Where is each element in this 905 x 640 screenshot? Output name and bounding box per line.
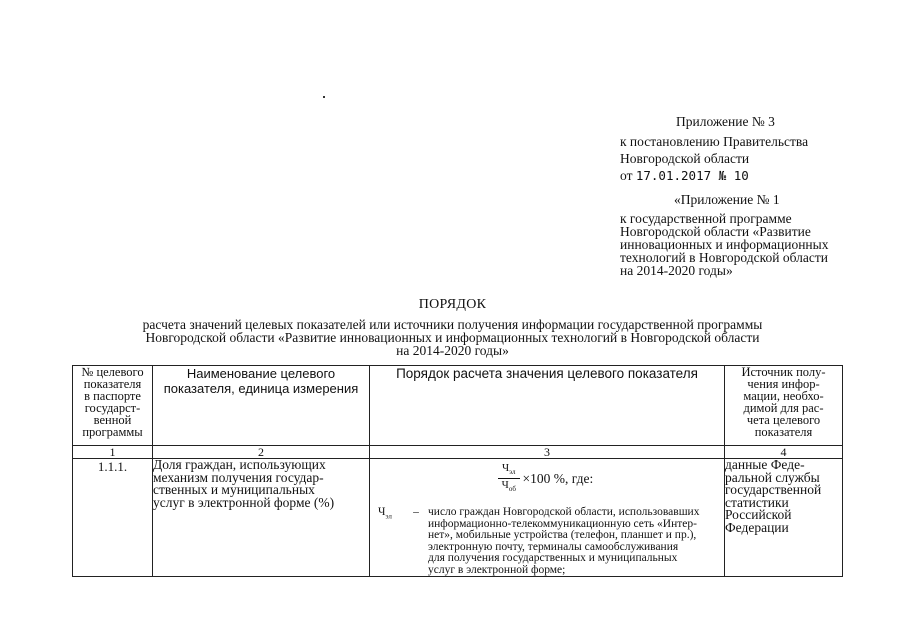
definition-text [428, 507, 708, 576]
header-line: программы [82, 425, 143, 439]
program-line: Новгородской области «Развитие [620, 224, 811, 239]
definition-line: информационно-телекоммуникационную сеть «Интер- [428, 517, 697, 530]
source-line: Федерации [725, 519, 789, 535]
formula [498, 462, 724, 495]
appendix-label: Приложение № 3 [676, 114, 775, 129]
variable-symbol: $Ч_{эл}$ [378, 506, 392, 521]
header-line: мации, необхо- [743, 389, 824, 403]
decree-date-line [620, 167, 808, 184]
indicators-table [72, 365, 843, 577]
document-subtitle [60, 318, 845, 357]
decree-date: 17.01.2017 № 10 [635, 168, 749, 183]
header-line: чения инфор- [747, 377, 820, 391]
source-line: данные Феде- [725, 457, 805, 472]
variable-definition [370, 507, 724, 576]
subtitle-line: Новгородской области «Развитие инновационных и информационных технологий в Новгородской области [145, 330, 760, 345]
header-indicator-number [73, 366, 153, 446]
source-line: Российской [725, 507, 792, 522]
definition-line: нет», мобильные устройства (телефон, планшет и пр.), [428, 529, 697, 542]
table-row [73, 459, 843, 577]
header-line: показателя [754, 425, 813, 439]
header-calculation-method: Порядок расчета значения целевого показателя [370, 366, 725, 446]
column-number: 1 [73, 446, 153, 459]
source-line: государственной [725, 482, 822, 497]
program-reference [620, 212, 828, 277]
column-number: 4 [725, 446, 843, 459]
decree-line: к постановлению Правительства [620, 134, 809, 149]
column-number: 2 [153, 446, 370, 459]
definition-line: услуг в электронной форме; [428, 563, 566, 576]
formula-fraction [498, 462, 520, 495]
scan-speck [323, 96, 325, 98]
decree-line: Новгородской области [620, 151, 750, 166]
header-line: государст- [84, 401, 141, 415]
header-line: показателя [83, 377, 142, 391]
definition-dash: – [413, 506, 419, 519]
definition-line: число граждан Новгородской области, использовавших [428, 506, 700, 519]
program-line: к государственной программе [620, 211, 792, 226]
name-line: услуг в электронной форме (%) [153, 494, 335, 510]
header-line: Наименование целевого [186, 366, 336, 381]
program-line: технологий в Новгородской области [620, 250, 829, 265]
name-line: механизм получения государ- [153, 469, 324, 485]
appendix1-label: «Приложение № 1 [674, 192, 780, 207]
header-line: чета целевого [746, 413, 821, 427]
indicator-code: 1.1.1. [73, 459, 153, 577]
subtitle-line: расчета значений целевых показателей или источники получения информации государственной программы [142, 317, 763, 332]
table-header-row [73, 366, 843, 446]
header-line: димой для рас- [743, 401, 824, 415]
subtitle-line: на 2014-2020 годы» [396, 343, 509, 358]
calculation-method [370, 459, 725, 577]
column-number: 3 [370, 446, 725, 459]
header-line: Источник полу- [741, 365, 826, 379]
header-info-source [725, 366, 843, 446]
document-title: ПОРЯДОК [418, 297, 487, 312]
program-line: инновационных и информационных [620, 237, 829, 252]
header-line: венной [93, 413, 132, 427]
program-line: на 2014-2020 годы» [620, 263, 733, 278]
source-line: статистики [725, 494, 789, 510]
header-indicator-name [153, 366, 370, 446]
source-line: ральной службы [725, 469, 820, 485]
definition-line: электронную почту, терминалы самообслуживания [428, 540, 679, 553]
header-line: показателя, единица измерения [163, 381, 359, 396]
header-line: № целевого [81, 365, 144, 379]
fraction-denominator: $Ч_{об}$ [501, 479, 516, 494]
decree-date-prefix: от [620, 168, 633, 183]
information-source [725, 459, 843, 577]
header-line: в паспорте [84, 389, 141, 403]
indicator-name [153, 459, 370, 577]
fraction-numerator: $Ч_{эл}$ [498, 462, 520, 479]
definition-line: для получения государственных и муниципальных [428, 552, 678, 565]
name-line: ственных и муниципальных [153, 482, 315, 497]
name-line: Доля граждан, использующих [153, 457, 326, 472]
formula-tail: ×100 %, где: [522, 470, 594, 486]
decree-reference [620, 133, 808, 184]
